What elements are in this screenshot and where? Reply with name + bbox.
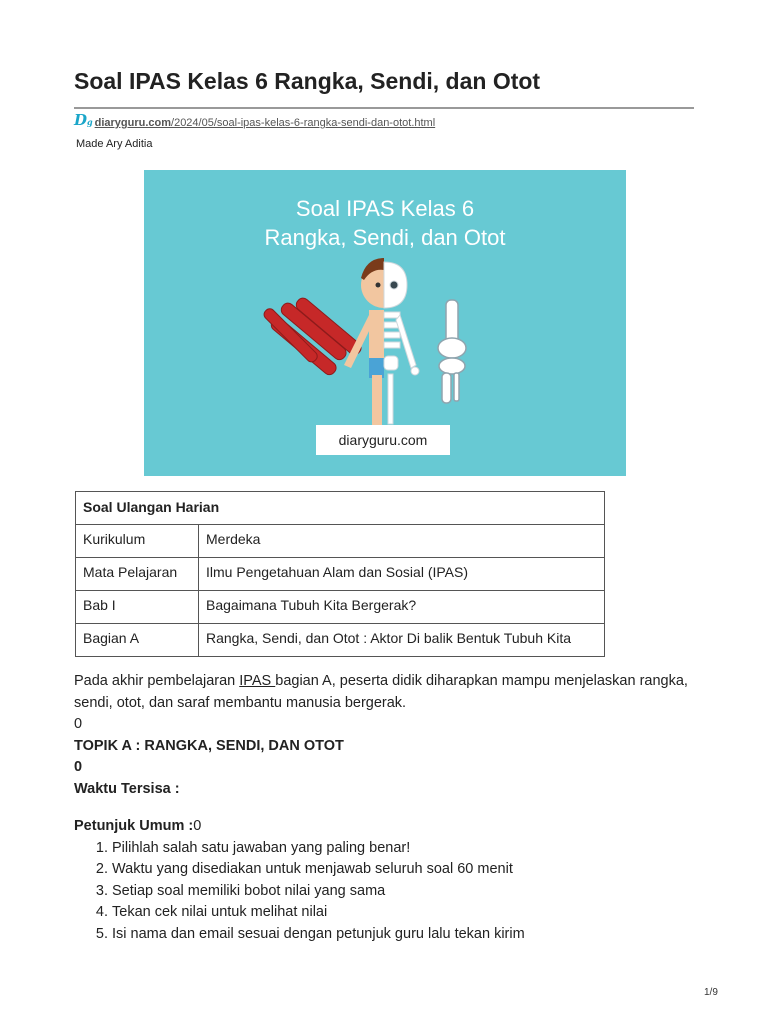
table-cell-label: Mata Pelajaran: [76, 558, 199, 591]
diaryguru-logo-icon: Dg: [74, 111, 93, 129]
intro-paragraph: Pada akhir pembelajaran IPAS bagian A, peserta didik diharapkan mampu menjelaskan rangka, sendi, otot, dan saraf membantu manusia bergerak.: [74, 673, 688, 711]
table-cell-label: Bab I: [76, 591, 199, 624]
list-item: 5. Isi nama dan email sesuai dengan petunjuk guru lalu tekan kirim: [112, 924, 694, 946]
table-cell-value: Rangka, Sendi, dan Otot : Aktor Di balik Bentuk Tubuh Kita: [199, 624, 605, 657]
table-cell-value: Merdeka: [199, 525, 605, 558]
skeleton-figure-icon: [384, 262, 419, 424]
list-item: 3. Setiap soal memiliki bobot nilai yang sama: [112, 881, 694, 903]
source-link[interactable]: [95, 117, 436, 129]
page-number: 1/9: [704, 987, 718, 998]
instructions-list: [74, 838, 694, 946]
source-path: /2024/05/soal-ipas-kelas-6-rangka-sendi-dan-otot.html: [171, 117, 436, 129]
hero-title-line2: Rangka, Sendi, dan Otot: [264, 225, 506, 250]
list-item: 2. Waktu yang disediakan untuk menjawab seluruh soal 60 menit: [112, 859, 694, 881]
zero-value-bold: 0: [74, 759, 83, 775]
table-row: [76, 591, 605, 624]
table-cell-label: Kurikulum: [76, 525, 199, 558]
zero-value: 0: [74, 716, 83, 732]
list-item: 1. Pilihlah salah satu jawaban yang paling benar!: [112, 838, 694, 860]
table-header-row: [76, 492, 605, 525]
table-cell-value: Bagaimana Tubuh Kita Bergerak?: [199, 591, 605, 624]
table-cell-label: Bagian A: [76, 624, 199, 657]
hero-title-line1: Soal IPAS Kelas 6: [295, 196, 475, 221]
title-divider: [74, 107, 694, 109]
info-table: [75, 491, 605, 657]
hero-badge: diaryguru.com: [316, 425, 450, 455]
page-title: Soal IPAS Kelas 6 Rangka, Sendi, dan Otot: [74, 68, 541, 94]
table-cell-value: Ilmu Pengetahuan Alam dan Sosial (IPAS): [199, 558, 605, 591]
source-domain: diaryguru.com: [94, 117, 172, 129]
table-header: Soal Ulangan Harian: [76, 492, 605, 525]
knee-joint-icon: [438, 300, 466, 403]
author-name: Made Ary Aditia: [76, 138, 153, 150]
topic-heading: TOPIK A : RANGKA, SENDI, DAN OTOT: [74, 737, 344, 754]
list-item: 4. Tekan cek nilai untuk melihat nilai: [112, 902, 694, 924]
ipas-link[interactable]: IPAS: [239, 673, 276, 689]
body-content: [74, 671, 694, 945]
hero-image: [144, 170, 626, 476]
table-row: [76, 624, 605, 657]
table-row: [76, 525, 605, 558]
source-line: [74, 113, 435, 129]
time-remaining-label: Waktu Tersisa :: [74, 780, 180, 797]
table-row: [76, 558, 605, 591]
instructions-heading: Petunjuk Umum :0: [74, 818, 202, 834]
